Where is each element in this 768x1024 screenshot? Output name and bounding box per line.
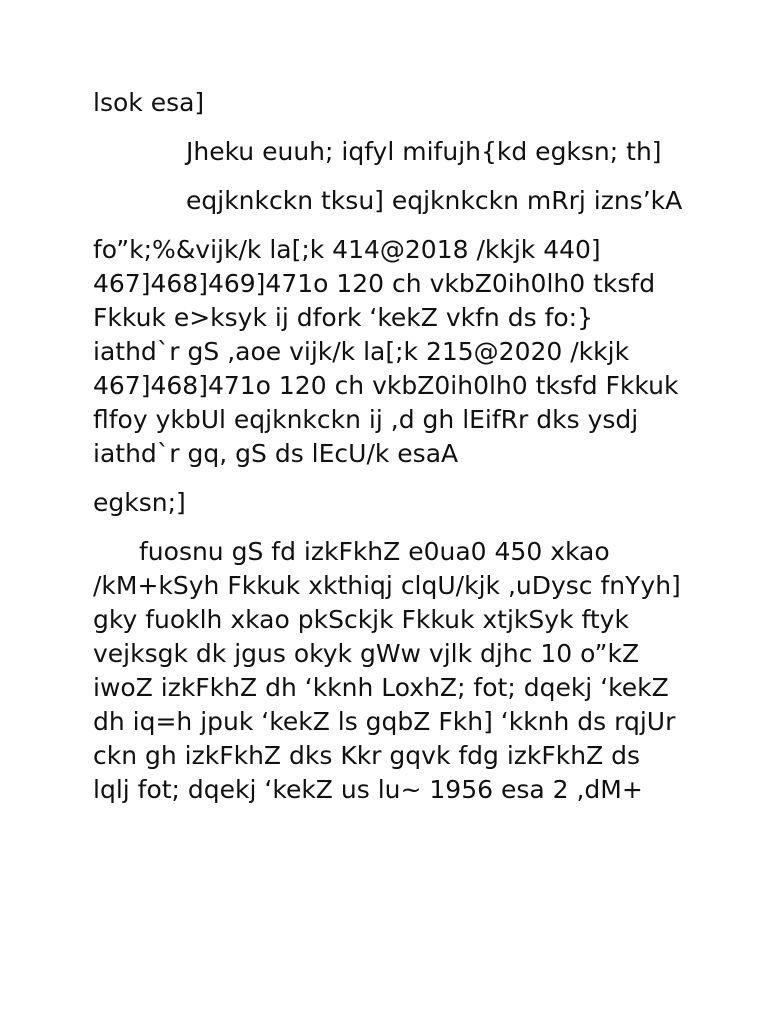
body-paragraph: fuosnu gS fd izkFkhZ e0ua0 450 xkao /kM+kSyh Fkkuk xkthiqj clqU/kjk ,uDysc fnYyh] gky fuoklh xkao pkSckjk Fkkuk xtjkSyk ftyk vejksgk dk jgus okyk gWw vjlk djhc 10 o”kZ iwoZ izkFkhZ dh ‘kknh LoxhZ; fot; dqekj ‘kekZ dh iq=h jpuk ‘kekZ ls gqbZ Fkh] ‘kknh ds rqjUr ckn gh izkFkhZ dks Kkr gqvk fdg izkFkhZ ds lqlj fot; dqekj ‘kekZ us lu~ 1956 esa 2 ,dM+ xyxy=(93,537,681,804)
greeting-line: egksn;] xyxy=(93,488,186,517)
addressee-line: Jheku euuh; iqfyl mifujh{kd egksn; th] xyxy=(186,137,662,166)
subject-paragraph: fo”k;%&vijk/k la[;k 414@2018 /kkjk 440] 467]468]469]471o 120 ch vkbZ0ih0lh0 tksfd Fkkuk e>ksyk ij dfork ‘kekZ vkfn ds fo:} iathd`r gS ,aoe vijk/k la[;k 215@2020 /kkjk 467]468]471o 120 ch vkbZ0ih0lh0 tksfd Fkkuk flfoy ykbUl eqjknkckn ij ,d gh lEifRr dks ysdj iathd`r gq, gS ds lEcU/k esaA xyxy=(93,235,679,468)
document-page xyxy=(93,86,683,822)
address-line: eqjknkckn tksu] eqjknkckn mRrj izns’kA xyxy=(186,186,683,215)
salutation-line: lsok esa] xyxy=(93,88,205,117)
